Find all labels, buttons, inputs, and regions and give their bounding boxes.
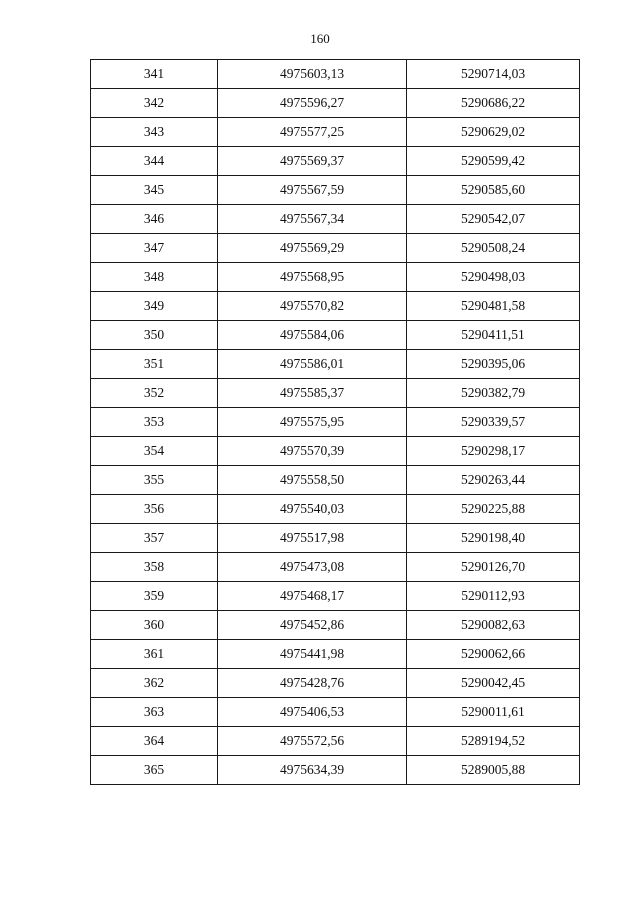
point-number-cell: 361	[91, 640, 218, 669]
point-number-cell: 364	[91, 727, 218, 756]
table-row	[91, 582, 580, 611]
y-coordinate-cell: 5290339,57	[407, 408, 580, 437]
point-number-cell: 355	[91, 466, 218, 495]
x-coordinate-cell: 4975567,34	[218, 205, 407, 234]
x-coordinate-cell: 4975473,08	[218, 553, 407, 582]
x-coordinate-cell: 4975575,95	[218, 408, 407, 437]
point-number-cell: 346	[91, 205, 218, 234]
point-number-cell: 341	[91, 60, 218, 89]
point-number-cell: 351	[91, 350, 218, 379]
y-coordinate-cell: 5290263,44	[407, 466, 580, 495]
point-number-cell: 349	[91, 292, 218, 321]
table-row	[91, 611, 580, 640]
table-row	[91, 379, 580, 408]
table-row	[91, 466, 580, 495]
x-coordinate-cell: 4975577,25	[218, 118, 407, 147]
table-row	[91, 205, 580, 234]
y-coordinate-cell: 5290508,24	[407, 234, 580, 263]
table-row	[91, 89, 580, 118]
y-coordinate-cell: 5290542,07	[407, 205, 580, 234]
x-coordinate-cell: 4975603,13	[218, 60, 407, 89]
point-number-cell: 353	[91, 408, 218, 437]
table-row	[91, 437, 580, 466]
table-row	[91, 640, 580, 669]
table-row	[91, 263, 580, 292]
y-coordinate-cell: 5290395,06	[407, 350, 580, 379]
y-coordinate-cell: 5290585,60	[407, 176, 580, 205]
table-row	[91, 524, 580, 553]
point-number-cell: 343	[91, 118, 218, 147]
y-coordinate-cell: 5290498,03	[407, 263, 580, 292]
point-number-cell: 347	[91, 234, 218, 263]
point-number-cell: 365	[91, 756, 218, 785]
y-coordinate-cell: 5290382,79	[407, 379, 580, 408]
table-row	[91, 60, 580, 89]
point-number-cell: 352	[91, 379, 218, 408]
y-coordinate-cell: 5290298,17	[407, 437, 580, 466]
x-coordinate-cell: 4975569,37	[218, 147, 407, 176]
x-coordinate-cell: 4975572,56	[218, 727, 407, 756]
y-coordinate-cell: 5290198,40	[407, 524, 580, 553]
table-row	[91, 698, 580, 727]
y-coordinate-cell: 5289194,52	[407, 727, 580, 756]
x-coordinate-cell: 4975517,98	[218, 524, 407, 553]
table-row	[91, 176, 580, 205]
table-row	[91, 118, 580, 147]
y-coordinate-cell: 5290011,61	[407, 698, 580, 727]
x-coordinate-cell: 4975570,39	[218, 437, 407, 466]
table-row	[91, 147, 580, 176]
x-coordinate-cell: 4975540,03	[218, 495, 407, 524]
x-coordinate-cell: 4975568,95	[218, 263, 407, 292]
point-number-cell: 357	[91, 524, 218, 553]
table-row	[91, 727, 580, 756]
y-coordinate-cell: 5290126,70	[407, 553, 580, 582]
x-coordinate-cell: 4975567,59	[218, 176, 407, 205]
x-coordinate-cell: 4975570,82	[218, 292, 407, 321]
point-number-cell: 342	[91, 89, 218, 118]
point-number-cell: 345	[91, 176, 218, 205]
y-coordinate-cell: 5290062,66	[407, 640, 580, 669]
point-number-cell: 360	[91, 611, 218, 640]
coordinates-table-body	[91, 60, 580, 785]
y-coordinate-cell: 5290629,02	[407, 118, 580, 147]
x-coordinate-cell: 4975468,17	[218, 582, 407, 611]
point-number-cell: 344	[91, 147, 218, 176]
y-coordinate-cell: 5290082,63	[407, 611, 580, 640]
table-row	[91, 495, 580, 524]
point-number-cell: 359	[91, 582, 218, 611]
point-number-cell: 354	[91, 437, 218, 466]
point-number-cell: 348	[91, 263, 218, 292]
y-coordinate-cell: 5290042,45	[407, 669, 580, 698]
x-coordinate-cell: 4975569,29	[218, 234, 407, 263]
y-coordinate-cell: 5290225,88	[407, 495, 580, 524]
table-row	[91, 408, 580, 437]
y-coordinate-cell: 5290411,51	[407, 321, 580, 350]
table-row	[91, 756, 580, 785]
table-row	[91, 292, 580, 321]
y-coordinate-cell: 5290481,58	[407, 292, 580, 321]
coordinates-table	[90, 59, 580, 785]
y-coordinate-cell: 5290714,03	[407, 60, 580, 89]
x-coordinate-cell: 4975596,27	[218, 89, 407, 118]
x-coordinate-cell: 4975452,86	[218, 611, 407, 640]
x-coordinate-cell: 4975428,76	[218, 669, 407, 698]
x-coordinate-cell: 4975441,98	[218, 640, 407, 669]
table-row	[91, 321, 580, 350]
point-number-cell: 356	[91, 495, 218, 524]
y-coordinate-cell: 5290686,22	[407, 89, 580, 118]
point-number-cell: 358	[91, 553, 218, 582]
x-coordinate-cell: 4975585,37	[218, 379, 407, 408]
y-coordinate-cell: 5290599,42	[407, 147, 580, 176]
x-coordinate-cell: 4975406,53	[218, 698, 407, 727]
x-coordinate-cell: 4975558,50	[218, 466, 407, 495]
y-coordinate-cell: 5289005,88	[407, 756, 580, 785]
table-row	[91, 669, 580, 698]
x-coordinate-cell: 4975634,39	[218, 756, 407, 785]
y-coordinate-cell: 5290112,93	[407, 582, 580, 611]
x-coordinate-cell: 4975584,06	[218, 321, 407, 350]
table-row	[91, 350, 580, 379]
point-number-cell: 362	[91, 669, 218, 698]
table-row	[91, 234, 580, 263]
table-row	[91, 553, 580, 582]
x-coordinate-cell: 4975586,01	[218, 350, 407, 379]
page-number: 160	[310, 31, 330, 46]
point-number-cell: 350	[91, 321, 218, 350]
point-number-cell: 363	[91, 698, 218, 727]
